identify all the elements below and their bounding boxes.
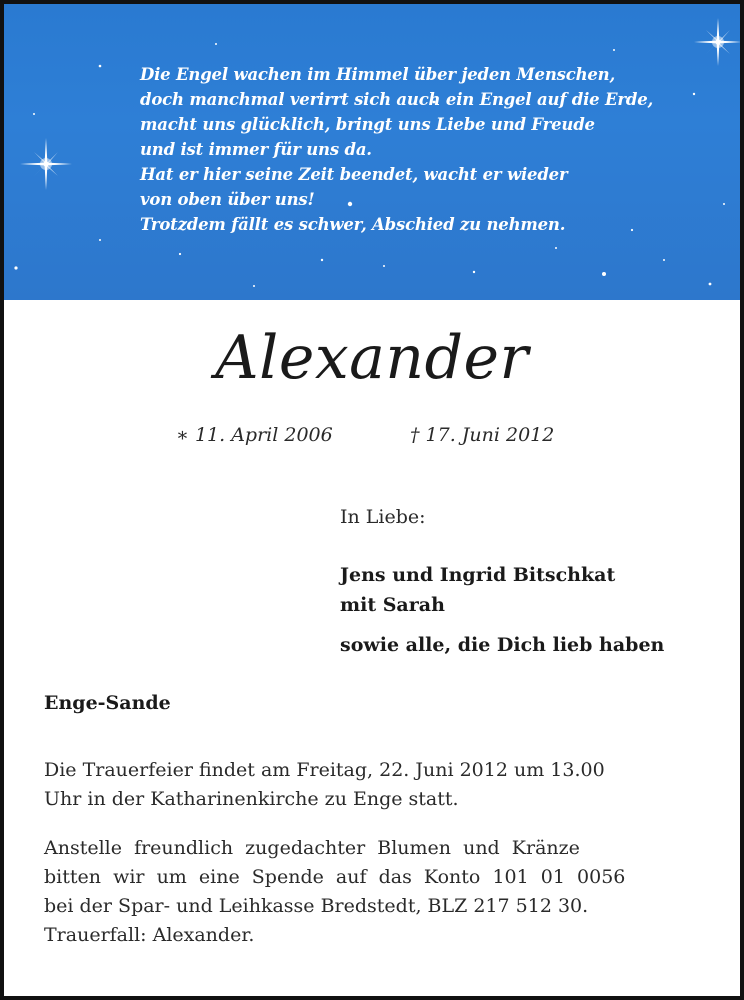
star-dot	[99, 239, 101, 241]
star-dot	[473, 271, 475, 273]
star-dot	[179, 253, 181, 255]
star-dot	[99, 65, 102, 68]
sparkle-star-icon	[20, 138, 72, 190]
poem-line: doch manchmal verirrt sich auch ein Engel auf die Erde,	[140, 90, 654, 109]
poem-text	[140, 62, 720, 237]
poem-line: von oben über uns!	[140, 190, 315, 209]
star-dot	[33, 113, 35, 115]
star-dot	[613, 49, 615, 51]
star-dot	[383, 265, 385, 267]
sparkle-star-icon	[694, 18, 740, 66]
star-dot	[663, 259, 665, 261]
other-mourners: sowie alle, die Dich lieb haben	[340, 634, 665, 656]
star-dot	[215, 43, 217, 45]
poem-line: Die Engel wachen im Himmel über jeden Menschen,	[140, 65, 616, 84]
funeral-line: Die Trauerfeier findet am Freitag, 22. Juni 2012 um 13.00	[44, 759, 605, 781]
family-line: Jens und Ingrid Bitschkat	[340, 564, 616, 586]
funeral-line: Uhr in der Katharinenkirche zu Enge statt.	[44, 788, 459, 810]
poem-line: macht uns glücklich, bringt uns Liebe und Freude	[140, 115, 595, 134]
poem-banner	[4, 4, 740, 300]
family-line: mit Sarah	[340, 594, 445, 616]
star-dot	[555, 247, 557, 249]
donation-info	[44, 834, 704, 950]
deceased-name: Alexander	[215, 323, 529, 393]
place-name: Enge-Sande	[44, 692, 171, 714]
star-dot	[709, 283, 712, 286]
star-dot	[321, 259, 323, 261]
poem-line: Trotzdem fällt es schwer, Abschied zu nehmen.	[140, 215, 566, 234]
poem-line: Hat er hier seine Zeit beendet, wacht er wieder	[140, 165, 568, 184]
funeral-info	[44, 756, 704, 814]
poem-line: und ist immer für uns da.	[140, 140, 372, 159]
family-names	[340, 560, 615, 620]
birth-date: ∗ 11. April 2006	[176, 424, 333, 446]
mourners-intro: In Liebe:	[340, 506, 426, 528]
death-date: † 17. Juni 2012	[410, 424, 555, 446]
star-dot	[14, 266, 17, 269]
donation-line: Trauerfall: Alexander.	[44, 924, 255, 946]
star-dot	[723, 203, 725, 205]
donation-line: Anstelle freundlich zugedachter Blumen und Kränze	[44, 837, 580, 859]
star-dot	[253, 285, 255, 287]
donation-line: bei der Spar- und Leihkasse Bredstedt, BLZ 217 512 30.	[44, 895, 589, 917]
star-dot	[602, 272, 606, 276]
donation-line: bitten wir um eine Spende auf das Konto 101 01 0056	[44, 866, 626, 888]
